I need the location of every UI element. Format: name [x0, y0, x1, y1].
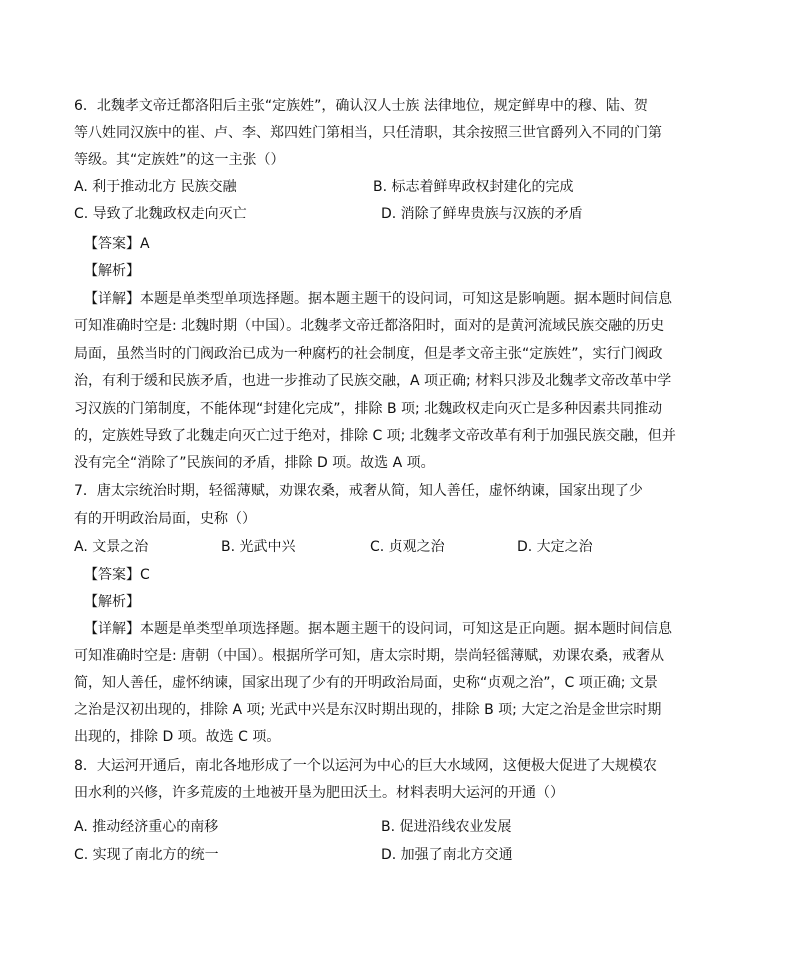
- q6-detail-line-6: 的，定族姓导致了北魏走向灭亡过于绝对，排除 C 项; 北魏孝文帝改革有利于加强民族交融，但并: [74, 428, 676, 444]
- q7-option-c: C. 贞观之治: [370, 539, 445, 555]
- q7-option-a: A. 文景之治: [74, 539, 149, 555]
- q6-option-a: A. 利于推动北方 民族交融: [74, 179, 237, 195]
- q6-stem-line-3: 等级。其“定族姓”的这一主张（）: [74, 152, 285, 168]
- q7-detail-line-3: 简，知人善任，虚怀纳谏，国家出现了少有的开明政治局面，史称“贞观之治”，C 项正确; 文景: [74, 675, 658, 691]
- q8-option-d: D. 加强了南北方交通: [381, 847, 513, 863]
- q7-answer: 【答案】C: [84, 567, 150, 583]
- q6-detail-line-7: 没有完全“消除了”民族间的矛盾，排除 D 项。故选 A 项。: [74, 455, 435, 471]
- q8-option-b: B. 促进沿线农业发展: [381, 819, 512, 835]
- q6-analysis-label: 【解析】: [84, 263, 140, 279]
- q7-analysis-label: 【解析】: [84, 594, 140, 610]
- q7-detail-line-2: 可知准确时空是: 唐朝（中国）。根据所学可知，唐太宗时期，崇尚轻徭薄赋，劝课农桑，戒奢从: [74, 648, 665, 664]
- q8-stem-line-1: 8．大运河开通后，南北各地形成了一个以运河为中心的巨大水域网，这便极大促进了大规模农: [74, 758, 657, 774]
- q6-option-c: C. 导致了北魏政权走向灭亡: [74, 206, 247, 222]
- q7-detail-line-1: 【详解】本题是单类型单项选择题。据本题主题干的设问词，可知这是正向题。据本题时间信息: [84, 621, 672, 637]
- q8-option-a: A. 推动经济重心的南移: [74, 819, 219, 835]
- q7-detail-line-4: 之治是汉初出现的，排除 A 项; 光武中兴是东汉时期出现的，排除 B 项; 大定之治是金世宗时期: [74, 702, 662, 718]
- q6-stem-line-1: 6．北魏孝文帝迁都洛阳后主张“定族姓”，确认汉人士族 法律地位，规定鲜卑中的穆、陆、贺: [74, 98, 648, 114]
- q6-detail-line-2: 可知准确时空是: 北魏时期（中国）。北魏孝文帝迁都洛阳时，面对的是黄河流域民族交融的历史: [74, 318, 665, 334]
- q6-stem-line-2: 等八姓同汉族中的崔、卢、李、郑四姓门第相当，只任清职，其余按照三世官爵列入不同的门第: [74, 125, 662, 141]
- q7-stem-line-1: 7．唐太宗统治时期，轻徭薄赋，劝课农桑，戒奢从简，知人善任，虚怀纳谏，国家出现了少: [74, 483, 643, 499]
- q6-option-d: D. 消除了鲜卑贵族与汉族的矛盾: [381, 206, 583, 222]
- q7-option-d: D. 大定之治: [517, 539, 593, 555]
- q6-option-b: B. 标志着鲜卑政权封建化的完成: [373, 179, 574, 195]
- q8-option-c: C. 实现了南北方的统一: [74, 847, 219, 863]
- q6-detail-line-1: 【详解】本题是单类型单项选择题。据本题主题干的设问词，可知这是影响题。据本题时间信息: [84, 291, 672, 307]
- q7-stem-line-2: 有的开明政治局面，史称（）: [74, 511, 256, 527]
- q6-answer: 【答案】A: [84, 236, 150, 252]
- q8-stem-line-2: 田水利的兴修，许多荒废的土地被开垦为肥田沃土。材料表明大运河的开通（）: [74, 785, 564, 801]
- q6-detail-line-4: 治，有利于缓和民族矛盾，也进一步推动了民族交融，A 项正确; 材料只涉及北魏孝文帝改革中学: [74, 373, 672, 389]
- q6-detail-line-3: 局面，虽然当时的门阀政治已成为一种腐朽的社会制度，但是孝文帝主张“定族姓”，实行门阀政: [74, 346, 663, 362]
- q7-option-b: B. 光武中兴: [221, 539, 296, 555]
- q7-detail-line-5: 出现的，排除 D 项。故选 C 项。: [74, 729, 281, 745]
- q6-detail-line-5: 习汉族的门第制度，不能体现“封建化完成”，排除 B 项; 北魏政权走向灭亡是多种因素共同推动: [74, 401, 663, 417]
